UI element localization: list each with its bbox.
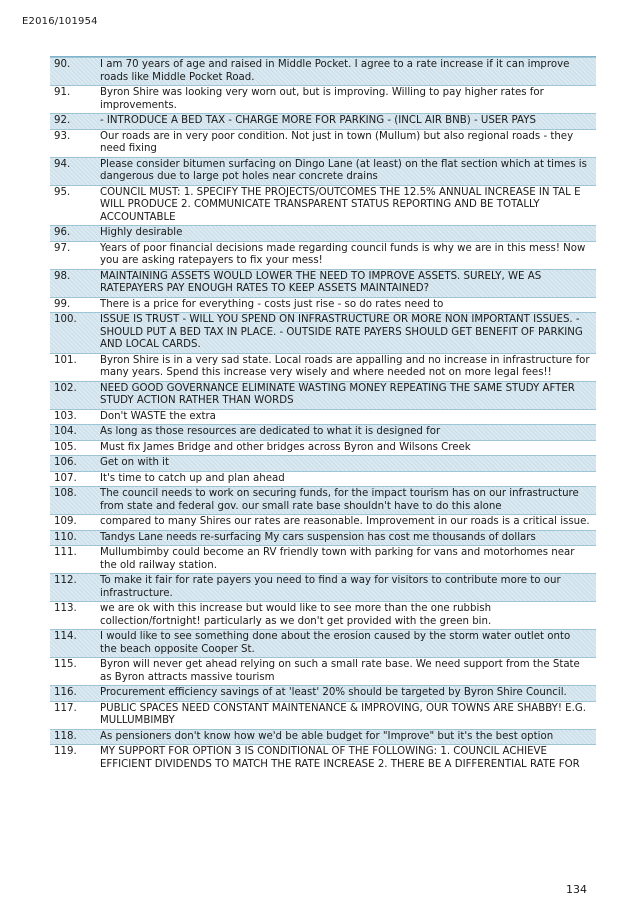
comment-text: we are ok with this increase but would like to see more than the one rubbish collection/fortnight! particularly as we don't get provided with the green bin. bbox=[100, 603, 492, 627]
comment-text: Highly desirable bbox=[100, 227, 183, 238]
comment-row bbox=[50, 702, 596, 729]
comment-text: NEED GOOD GOVERNANCE ELIMINATE WASTING MONEY REPEATING THE SAME STUDY AFTER STUDY ACTION RATHER THAN WORDS bbox=[100, 382, 575, 406]
comment-number: 110. bbox=[54, 531, 77, 543]
comment-number: 105. bbox=[54, 441, 77, 453]
comment-row bbox=[50, 354, 596, 381]
comment-text: COUNCIL MUST: 1. SPECIFY THE PROJECTS/OUTCOMES THE 12.5% ANNUAL INCREASE IN TAL E WILL PRODUCE 2. COMMUNICATE TRANSPARENT STATUS REPORTING AND BE TOTALLY ACCOUNTABLE bbox=[100, 186, 581, 223]
comment-row bbox=[50, 186, 596, 226]
comment-row bbox=[50, 486, 596, 515]
comment-row bbox=[50, 269, 596, 298]
comment-text: Byron will never get ahead relying on such a small rate base. We need support from the State as Byron attracts massive tourism bbox=[100, 659, 580, 683]
comment-text: To make it fair for rate payers you need to find a way for visitors to contribute more to our infrastructure. bbox=[100, 575, 561, 599]
page-number: 134 bbox=[566, 883, 587, 896]
comment-text: Years of poor financial decisions made regarding council funds is why we are in this mess! Now you are asking ratepayers to fix your mess! bbox=[100, 242, 586, 266]
comment-number: 118. bbox=[54, 730, 77, 742]
comment-number: 94. bbox=[54, 158, 71, 170]
comment-row bbox=[50, 113, 596, 130]
comment-number: 104. bbox=[54, 426, 77, 437]
comment-text: I would like to see something done about the erosion caused by the storm water outlet onto the beach opposite Cooper St. bbox=[100, 631, 571, 655]
comment-text: It's time to catch up and plan ahead bbox=[100, 472, 285, 484]
comment-text: Don't WASTE the extra bbox=[100, 410, 216, 422]
comment-row bbox=[50, 729, 596, 746]
comment-row bbox=[50, 530, 596, 547]
comment-row bbox=[50, 424, 596, 441]
comment-row bbox=[50, 629, 596, 658]
comment-row bbox=[50, 57, 596, 86]
comment-row bbox=[50, 130, 596, 157]
comment-row bbox=[50, 86, 596, 113]
comment-number: 107. bbox=[54, 472, 77, 484]
comment-text: As long as those resources are dedicated to what it is designed for bbox=[100, 426, 441, 437]
comment-number: 116. bbox=[54, 687, 77, 698]
comment-row bbox=[50, 441, 596, 456]
comment-number: 93. bbox=[54, 130, 71, 142]
comment-row bbox=[50, 546, 596, 573]
comment-number: 96. bbox=[54, 227, 71, 238]
comment-row bbox=[50, 573, 596, 602]
comment-number: 113. bbox=[54, 603, 77, 614]
comment-number: 91. bbox=[54, 87, 71, 98]
comment-text: ISSUE IS TRUST - WILL YOU SPEND ON INFRASTRUCTURE OR MORE NON IMPORTANT ISSUES. - SHOULD PUT A BED TAX IN PLACE. - OUTSIDE RATE PAYERS SHOULD GET BENEFIT OF PARKING AND LOCAL CARDS. bbox=[100, 314, 583, 350]
comment-number: 115. bbox=[54, 659, 77, 670]
comment-number: 114. bbox=[54, 631, 77, 642]
comment-number: 109. bbox=[54, 516, 77, 527]
comment-number: 99. bbox=[54, 298, 71, 310]
comment-text: Tandys Lane needs re-surfacing My cars suspension has cost me thousands of dollars bbox=[100, 531, 536, 543]
comments-table bbox=[50, 56, 596, 772]
comment-row bbox=[50, 381, 596, 410]
comment-row bbox=[50, 515, 596, 530]
comment-row bbox=[50, 298, 596, 313]
comment-number: 103. bbox=[54, 410, 77, 422]
comment-text: Get on with it bbox=[100, 457, 169, 468]
comment-number: 111. bbox=[54, 547, 77, 558]
comment-text: MAINTAINING ASSETS WOULD LOWER THE NEED TO IMPROVE ASSETS. SURELY, WE AS RATEPAYERS PAY ENOUGH RATES TO KEEP ASSETS MAINTAINED? bbox=[100, 270, 542, 294]
comment-row bbox=[50, 685, 596, 702]
comment-row bbox=[50, 472, 596, 487]
comment-number: 100. bbox=[54, 314, 77, 325]
comment-number: 112. bbox=[54, 575, 77, 586]
comment-text: Our roads are in very poor condition. Not just in town (Mullum) but also regional roads - they need fixing bbox=[100, 130, 574, 154]
comment-number: 102. bbox=[54, 382, 77, 394]
comment-row bbox=[50, 225, 596, 242]
comment-number: 90. bbox=[54, 59, 71, 70]
comment-text: Procurement efficiency savings of at 'least' 20% should be targeted by Byron Shire Council. bbox=[100, 687, 567, 698]
comment-text: - INTRODUCE A BED TAX - CHARGE MORE FOR PARKING - (INCL AIR BNB) - USER PAYS bbox=[100, 115, 536, 126]
comment-number: 108. bbox=[54, 488, 77, 499]
comment-number: 97. bbox=[54, 242, 71, 254]
comment-row bbox=[50, 745, 596, 772]
comment-text: Byron Shire was looking very worn out, but is improving. Willing to pay higher rates for improvements. bbox=[100, 87, 544, 111]
comment-text: Please consider bitumen surfacing on Dingo Lane (at least) on the flat section which at times is dangerous due to large pot holes near concrete drains bbox=[100, 158, 587, 182]
comment-row bbox=[50, 602, 596, 629]
comment-number: 98. bbox=[54, 270, 71, 282]
comment-text: As pensioners don't know how we'd be able budget for "Improve" but it's the best option bbox=[100, 730, 554, 742]
comment-text: compared to many Shires our rates are reasonable. Improvement in our roads is a critical issue. bbox=[100, 516, 590, 527]
comment-text: I am 70 years of age and raised in Middle Pocket. I agree to a rate increase if it can improve roads like Middle Pocket Road. bbox=[100, 59, 570, 83]
document-reference: E2016/101954 bbox=[22, 16, 98, 27]
comment-row bbox=[50, 157, 596, 186]
comment-row bbox=[50, 658, 596, 685]
comment-row bbox=[50, 455, 596, 472]
comment-text: PUBLIC SPACES NEED CONSTANT MAINTENANCE & IMPROVING, OUR TOWNS ARE SHABBY! E.G. MULLUMBIMBY bbox=[100, 702, 586, 726]
comment-number: 117. bbox=[54, 702, 77, 714]
comment-text: Must fix James Bridge and other bridges across Byron and Wilsons Creek bbox=[100, 441, 471, 453]
comment-row bbox=[50, 312, 596, 354]
comment-row bbox=[50, 410, 596, 425]
comment-text: Byron Shire is in a very sad state. Local roads are appalling and no increase in infrastructure for many years. Spend this increase very wisely and where needed not on more legal fees!! bbox=[100, 354, 590, 378]
comment-number: 106. bbox=[54, 457, 77, 468]
comment-text: There is a price for everything - costs just rise - so do rates need to bbox=[100, 298, 444, 310]
comment-number: 119. bbox=[54, 746, 77, 757]
comment-text: The council needs to work on securing funds, for the impact tourism has on our infrastructure from state and federal gov. our small rate base shouldn't have to do this alone bbox=[100, 488, 579, 512]
comment-number: 95. bbox=[54, 186, 71, 198]
comment-number: 92. bbox=[54, 115, 71, 126]
comment-text: MY SUPPORT FOR OPTION 3 IS CONDITIONAL OF THE FOLLOWING: 1. COUNCIL ACHIEVE EFFICIENT DIVIDENDS TO MATCH THE RATE INCREASE 2. THERE BE A DIFFERENTIAL RATE FOR bbox=[100, 746, 580, 770]
comment-row bbox=[50, 242, 596, 269]
comment-number: 101. bbox=[54, 354, 77, 366]
comment-text: Mullumbimby could become an RV friendly town with parking for vans and motorhomes near the old railway station. bbox=[100, 547, 575, 571]
